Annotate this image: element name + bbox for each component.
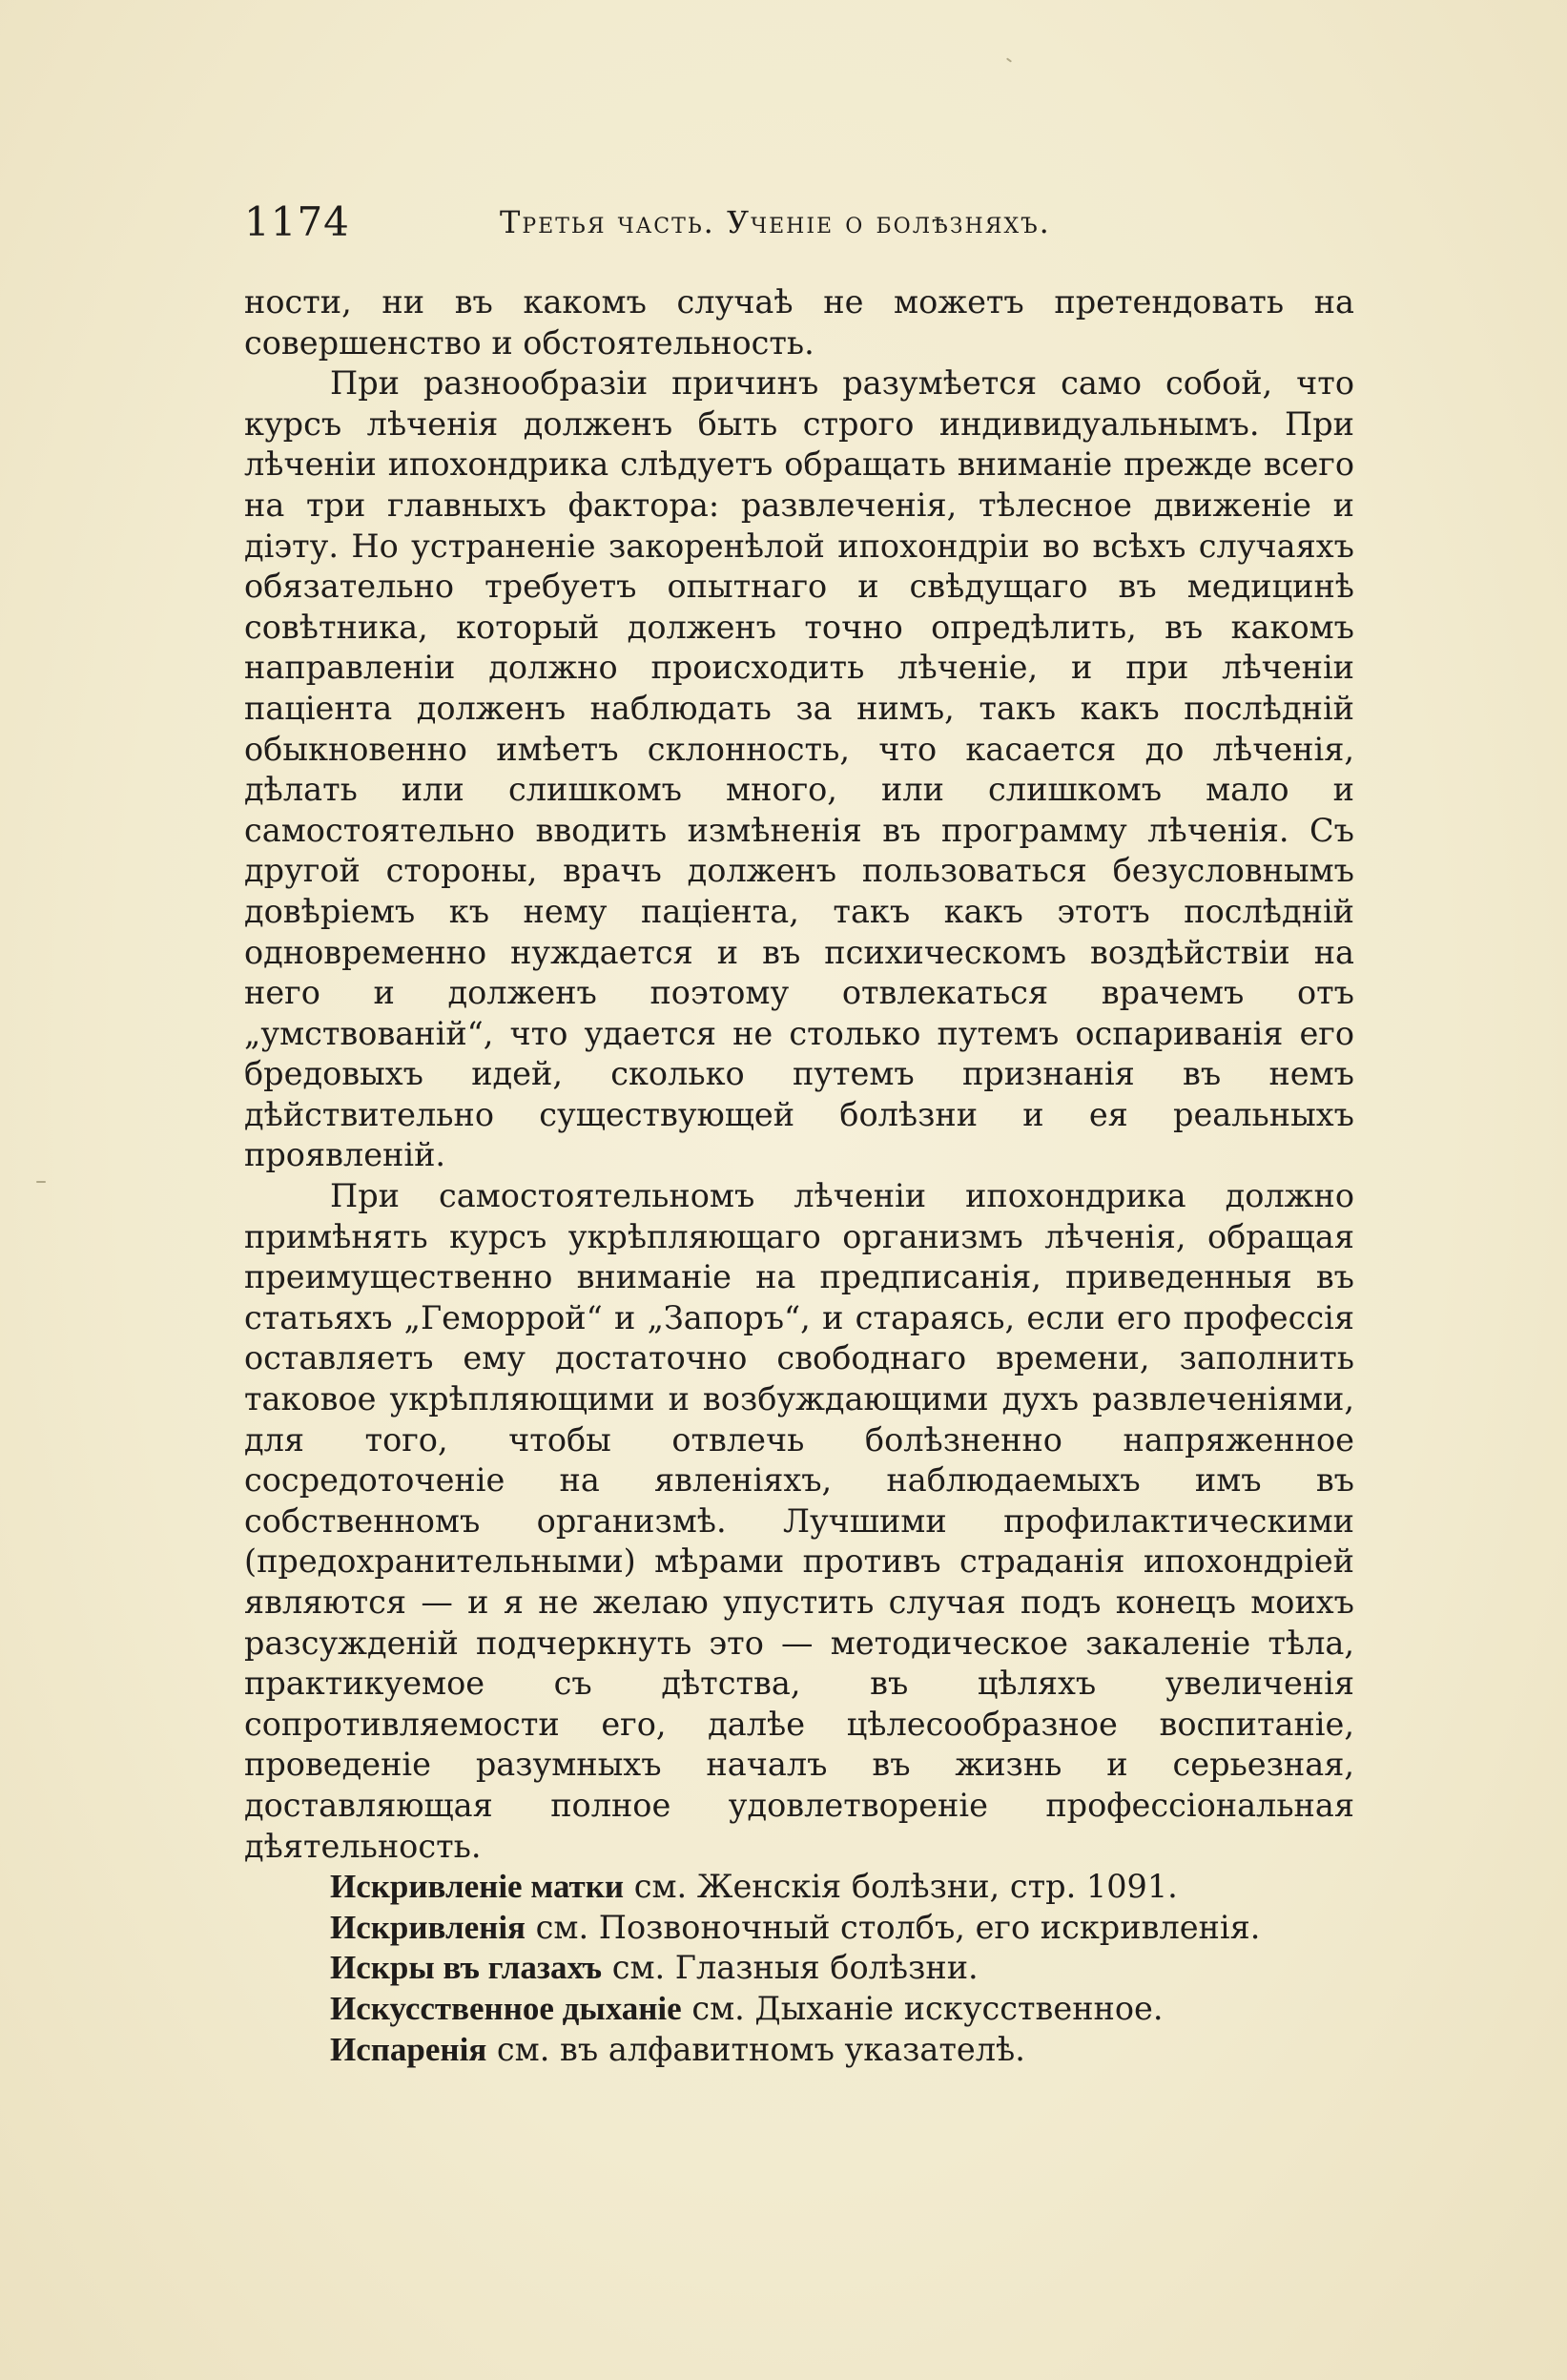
running-head: Третья часть. Ученіе о болѣзняхъ. [500,204,1051,240]
index-reference: см. Позвоночный столбъ, его искривленія. [526,1908,1261,1946]
index-term: Искры въ глазахъ [330,1949,603,1987]
paper-speck [1006,57,1012,62]
index-reference: см. Женскія болѣзни, стр. 1091. [624,1868,1178,1906]
index-entry [244,2030,1354,2071]
index-entry [244,1948,1354,1989]
index-entry [244,1908,1354,1949]
paragraph-treatment: При разнообразіи причинъ разумѣется само собой, что курсъ лѣченія долженъ быть строго индивидуальнымъ. При лѣченіи ипохондрика слѣдуетъ обращать вниманіе прежде всего на три главныхъ фактора: развлеченія, тѣлесное движеніе и діэту. Но устраненіе закоренѣлой ипохондріи во всѣхъ случаяхъ обязательно требуетъ опытнаго и свѣдущаго въ медицинѣ совѣтника, который долженъ точно опредѣлить, въ какомъ направленіи должно происходить лѣченіе, и при лѣченіи паціента долженъ наблюдать за нимъ, такъ какъ послѣдній обыкновенно имѣетъ склонность, что касается до лѣченія, дѣлать или слишкомъ много, или слишкомъ мало и самостоятельно вводить измѣненія въ программу лѣченія. Съ другой стороны, врачъ долженъ пользоваться безусловнымъ довѣріемъ къ нему паціента, такъ какъ этотъ послѣдній одновременно нуждается и въ психическомъ воздѣйствіи на него и долженъ поэтому отвлекаться врачемъ отъ „умствованій“, что удается не столько путемъ оспариванія его бредовыхъ идей, сколько путемъ признанія въ немъ дѣйствительно существующей болѣзни и ея реальныхъ проявленій. [244,364,1354,1174]
index-term: Искусственное дыханіе [330,1989,682,2027]
index-reference: см. Глазныя болѣзни. [602,1949,979,1987]
index-reference: см. Дыханіе искусственное. [681,1989,1164,2027]
page-number: 1174 [244,198,350,245]
index-term: Испаренія [330,2030,487,2068]
index-term: Искривленія [330,1908,526,1946]
body-text [244,282,1354,2070]
index-entry [244,1867,1354,1908]
index-term: Искривленіе матки [330,1868,625,1906]
index-reference: см. въ алфавитномъ указателѣ. [486,2030,1025,2068]
page-header [244,198,1351,256]
paper-speck [36,1181,46,1183]
paragraph-self-treatment: При самостоятельномъ лѣченіи ипохондрика должно примѣнять курсъ укрѣпляющаго организмъ лѣченія, обращая преимущественно вниманіе на предписанія, приведенныя въ статьяхъ „Геморрой“ и „Запоръ“, и стараясь, если его профессія оставляетъ ему достаточно свободнаго времени, заполнить таковое укрѣпляющими и возбуждающими духъ развлеченіями, для того, чтобы отвлечь болѣзненно напряженное сосредоточеніе на явленіяхъ, наблюдаемыхъ имъ въ собственномъ организмѣ. Лучшими профилактическими (предохранительными) мѣрами противъ страданія ипохондріей являются — и я не желаю упустить случая подъ конецъ моихъ разсужденій подчеркнуть это — методическое закаленіе тѣла, практикуемое съ дѣтства, въ цѣляхъ увеличенія сопротивляемости его, далѣе цѣлесообразное воспитаніе, проведеніе разумныхъ началъ въ жизнь и серьезная, доставляющая полное удовлетвореніе профессіональная дѣятельность. [244,1177,1354,1865]
paragraph-continuation: ности, ни въ какомъ случаѣ не можетъ претендовать на совершенство и обстоятельность. [244,283,1354,362]
index-entry [244,1989,1354,2030]
